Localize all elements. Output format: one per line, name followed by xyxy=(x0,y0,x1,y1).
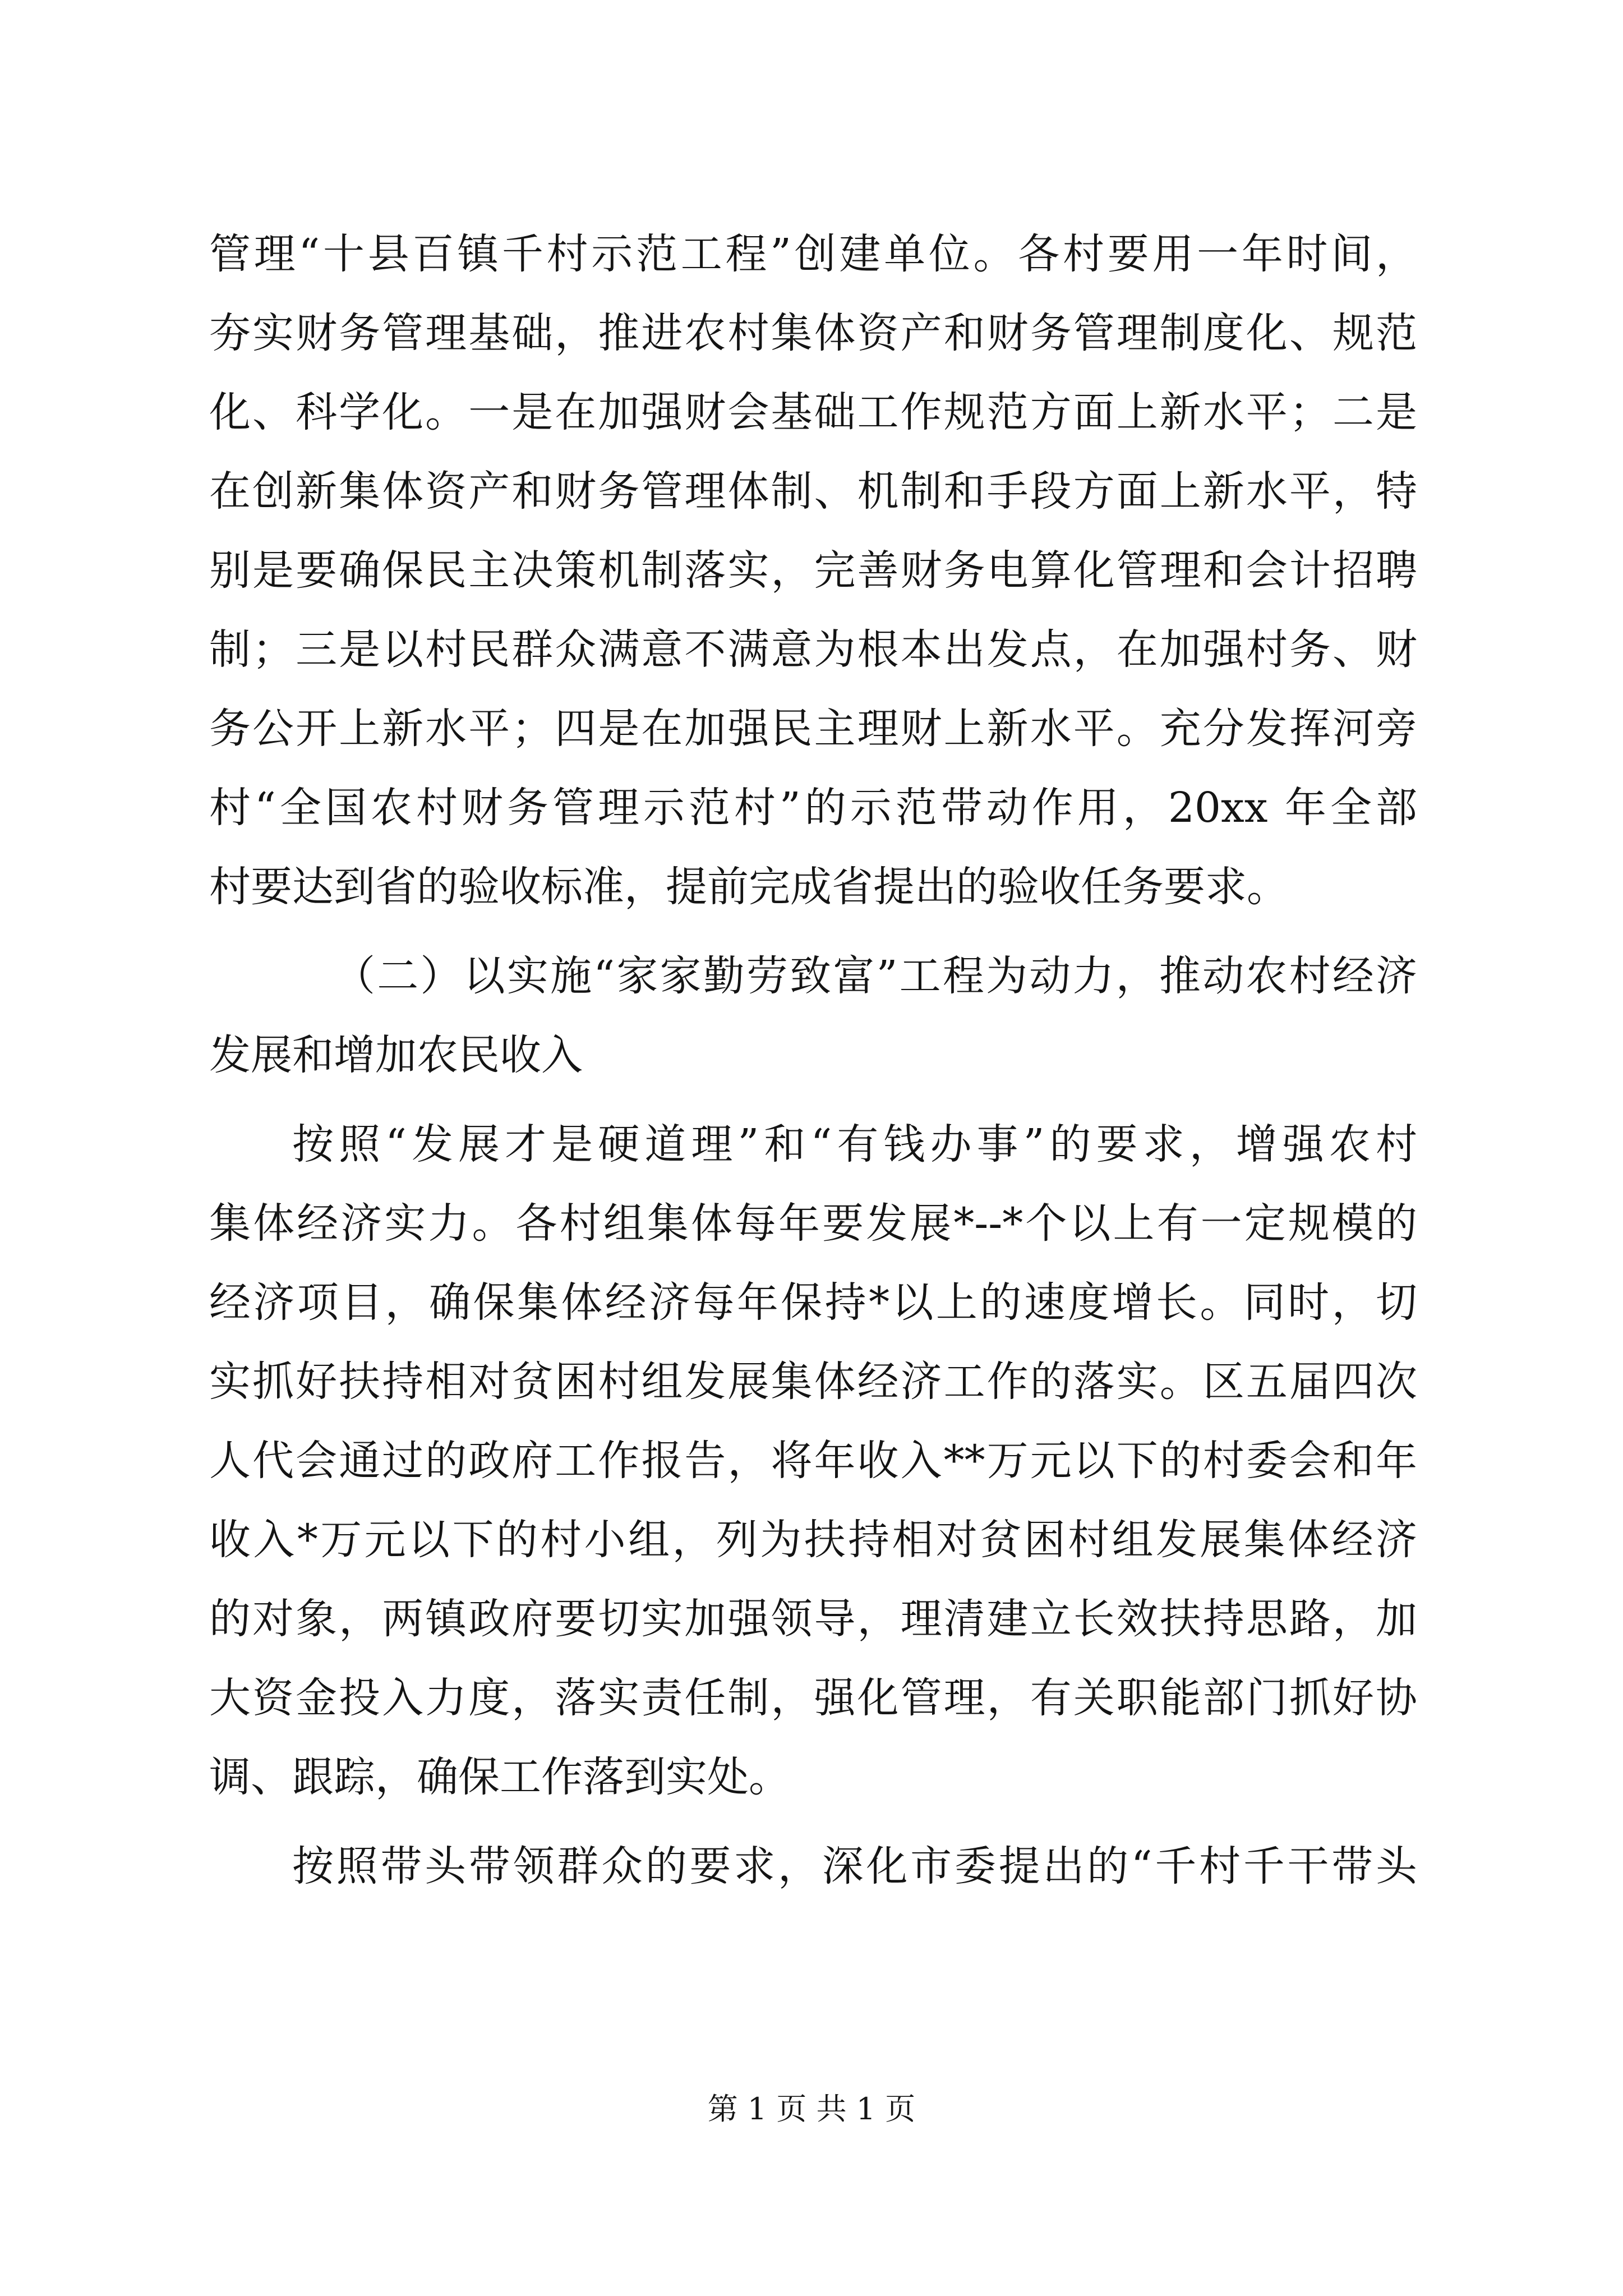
body-line: 化、科学化。一是在加强财会基础工作规范方面上新水平；二是 xyxy=(209,388,1417,436)
body-line: 村要达到省的验收标准，提前完成省提出的验收任务要求。 xyxy=(209,863,1288,911)
body-line: 收入*万元以下的村小组，列为扶持相对贫困村组发展集体经济 xyxy=(209,1516,1417,1564)
body-line: 管理“十县百镇千村示范工程”创建单位。各村要用一年时间， xyxy=(209,230,1417,278)
section-heading-line: 发展和增加农民收入 xyxy=(209,1031,583,1079)
document-body xyxy=(209,215,1417,1906)
body-line: 实抓好扶持相对贫困村组发展集体经济工作的落实。区五届四次 xyxy=(209,1358,1417,1406)
body-line: 务公开上新水平；四是在加强民主理财上新水平。充分发挥河旁 xyxy=(209,705,1417,753)
body-line: 经济项目，确保集体经济每年保持*以上的速度增长。同时，切 xyxy=(209,1278,1417,1327)
body-line: 大资金投入力度，落实责任制，强化管理，有关职能部门抓好协 xyxy=(209,1674,1417,1722)
body-line: 人代会通过的政府工作报告，将年收入**万元以下的村委会和年 xyxy=(209,1437,1417,1485)
body-line: 按照“发展才是硬道理”和“有钱办事”的要求，增强农村 xyxy=(292,1120,1417,1168)
body-line: 集体经济实力。各村组集体每年要发展*--*个以上有一定规模的 xyxy=(209,1199,1417,1248)
body-line: 制；三是以村民群众满意不满意为根本出发点，在加强村务、财 xyxy=(209,625,1417,674)
page-number-footer: 第 1 页 共 1 页 xyxy=(707,2091,916,2127)
body-line: 别是要确保民主决策机制落实，完善财务电算化管理和会计招聘 xyxy=(209,546,1417,595)
body-line: 按照带头带领群众的要求，深化市委提出的“千村千干带头 xyxy=(292,1842,1417,1890)
body-line: 村“全国农村财务管理示范村”的示范带动作用，20xx 年全部 xyxy=(209,784,1417,832)
section-heading-line: （二）以实施“家家勤劳致富”工程为动力，推动农村经济 xyxy=(334,952,1417,1000)
body-line: 夯实财务管理基础，推进农村集体资产和财务管理制度化、规范 xyxy=(209,309,1417,357)
body-line: 的对象，两镇政府要切实加强领导，理清建立长效扶持思路，加 xyxy=(209,1595,1417,1643)
body-line: 调、跟踪，确保工作落到实处。 xyxy=(209,1753,790,1801)
body-line: 在创新集体资产和财务管理体制、机制和手段方面上新水平，特 xyxy=(209,467,1417,516)
